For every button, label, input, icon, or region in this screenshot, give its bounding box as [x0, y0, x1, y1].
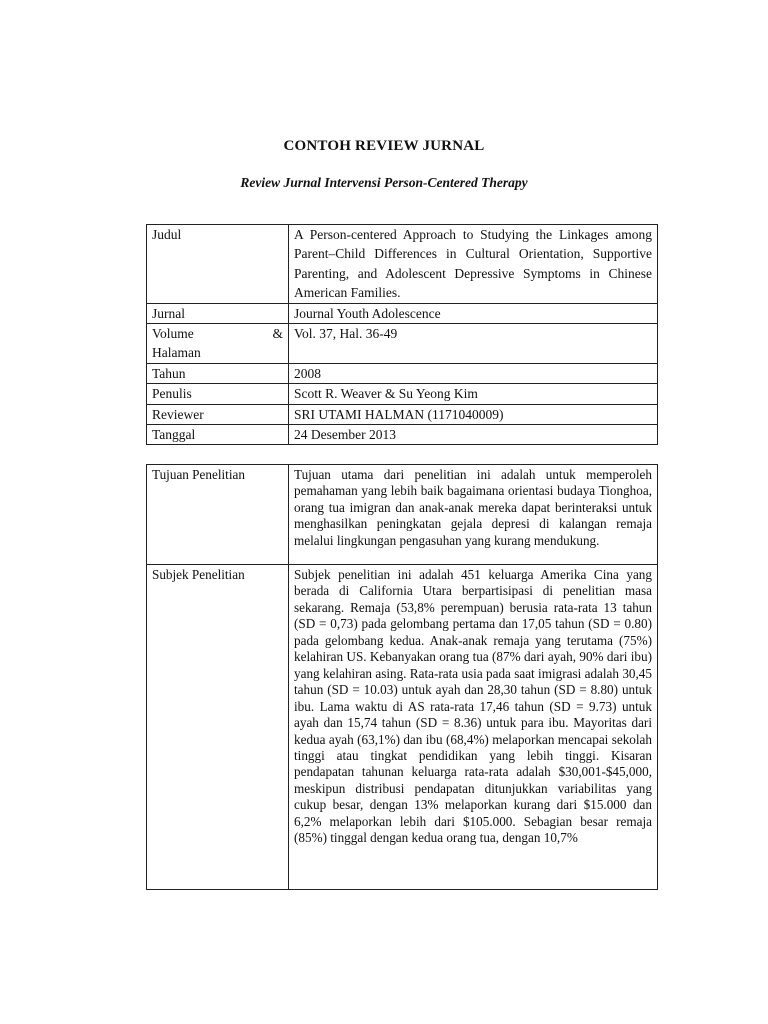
reviewer-label: Reviewer — [147, 404, 289, 424]
volume-halaman-label — [147, 324, 289, 364]
table-row — [147, 324, 658, 364]
table-row — [147, 565, 658, 890]
review-detail-table — [146, 464, 658, 890]
penulis-value: Scott R. Weaver & Su Yeong Kim — [289, 384, 658, 404]
page-subtitle: Review Jurnal Intervensi Person-Centered Therapy — [240, 175, 528, 190]
subjek-penelitian-text: Subjek penelitian ini adalah 451 keluarga Amerika Cina yang berada di California Utara berpartisipasi di penelitian masa sekarang. Remaja (53,8% perempuan) berusia rata-rata 13 tahun (SD = 0,73) pada gelombang pertama dan 17,05 tahun (SD = 0.80) pada gelombang kedua. Anak-anak remaja yang terutama (75%) kelahiran US. Kebanyakan orang tua (87% dari ayah, 90% dari ibu) yang kelahiran asing. Rata-rata usia pada saat imigrasi adalah 30,45 tahun (SD = 10.03) untuk ayah dan 28,30 tahun (SD = 8.80) untuk ibu. Lama waktu di AS rata-rata 17,46 tahun (SD = 9.73) untuk ayah dan 15,74 tahun (SD = 8.36) untuk para ibu. Mayoritas dari kedua ayah (63,1%) dan ibu (68,4%) melaporkan mencapai sekolah tinggi atau tingkat pendidikan yang lebih tinggi. Kisaran pendapatan tahunan keluarga rata-rata adalah $30,001-$45,000, meskipun distribusi pendapatan ditunjukkan variabilitas yang cukup besar, dengan 13% melaporkan kurang dari $15.000 dan 6,2% melaporkan lebih dari $105.000. Sebagian besar remaja (85%) tinggal dengan kedua orang tua, dengan 10,7% — [294, 567, 652, 846]
page-title: CONTOH REVIEW JURNAL — [283, 138, 485, 154]
table-row — [147, 303, 658, 323]
table-row — [147, 225, 658, 304]
reviewer-value: SRI UTAMI HALMAN (1171040009) — [289, 404, 658, 424]
table-row — [147, 465, 658, 565]
table-row — [147, 425, 658, 445]
volume-halaman-value: Vol. 37, Hal. 36-49 — [289, 324, 658, 364]
halaman-label-text: Halaman — [152, 345, 201, 361]
tanggal-label: Tanggal — [147, 425, 289, 445]
journal-info-table — [146, 224, 658, 445]
subjek-penelitian-label: Subjek Penelitian — [147, 565, 289, 890]
tahun-value: 2008 — [289, 363, 658, 383]
judul-label: Judul — [147, 225, 289, 304]
judul-value: A Person-centered Approach to Studying the Linkages among Parent–Child Differences in Cultural Orientation, Supportive Parenting, and Adolescent Depressive Symptoms in Chinese American Families. — [289, 225, 658, 304]
volume-label-text: Volume — [152, 326, 194, 342]
table-row — [147, 363, 658, 383]
tujuan-penelitian-value — [289, 465, 658, 565]
tanggal-value: 24 Desember 2013 — [289, 425, 658, 445]
tahun-label: Tahun — [147, 363, 289, 383]
jurnal-label: Jurnal — [147, 303, 289, 323]
penulis-label: Penulis — [147, 384, 289, 404]
table-row — [147, 404, 658, 424]
ampersand-text: & — [272, 326, 283, 342]
table-row — [147, 384, 658, 404]
tujuan-penelitian-text: Tujuan utama dari penelitian ini adalah untuk memperoleh pemahaman yang lebih baik bagaimana orientasi budaya Tionghoa, orang tua imigran dan anak-anak mereka dapat berinteraksi untuk menghasilkan peningkatan gejala depresi di kalangan remaja melalui lingkungan pengasuhan yang kurang mendukung. — [294, 467, 652, 548]
subjek-penelitian-value — [289, 565, 658, 890]
jurnal-value: Journal Youth Adolescence — [289, 303, 658, 323]
tujuan-penelitian-label: Tujuan Penelitian — [147, 465, 289, 565]
